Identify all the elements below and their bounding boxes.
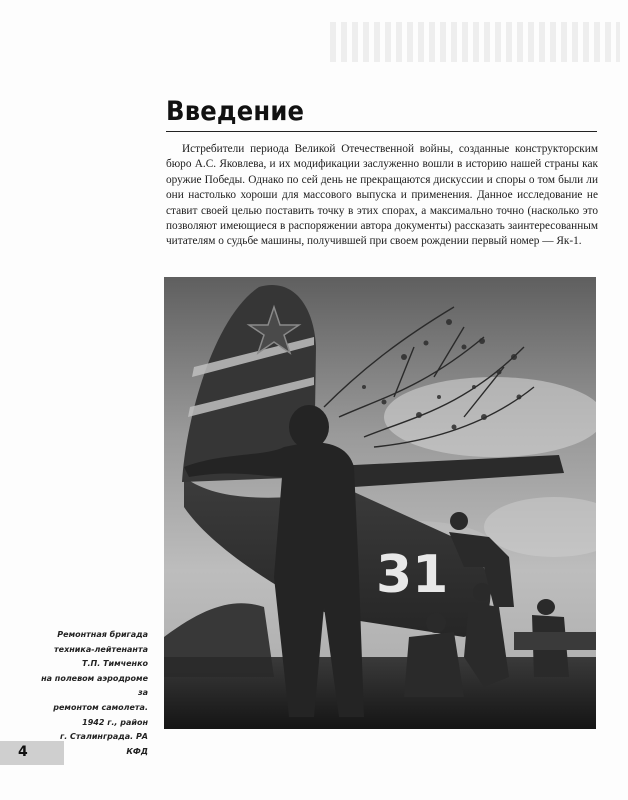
caption-line: ремонтом самолета. — [53, 702, 148, 712]
page-number-tab — [0, 741, 64, 765]
photo-caption — [40, 628, 148, 759]
fuselage-number: 31 — [376, 545, 449, 605]
caption-line: Ремонтная бригада — [57, 630, 148, 639]
caption-line: Т.П. Тимченко — [82, 659, 148, 669]
section-title: Введение — [166, 96, 305, 127]
caption-line: г. Сталинграда. РА КФД — [60, 732, 148, 756]
bleed-through-text — [330, 22, 620, 62]
caption-line: на полевом аэродроме за — [41, 673, 148, 698]
photo-yak1-repair — [164, 277, 596, 729]
work-bench — [514, 632, 596, 650]
page-number: 4 — [18, 744, 28, 760]
title-divider — [166, 131, 597, 132]
caption-line: техника-лейтенанта — [54, 644, 148, 654]
archival-photo — [164, 277, 596, 729]
caption-line: 1942 г., район — [82, 717, 148, 727]
intro-paragraph: Истребители периода Великой Отечественной войны, созданные конструкторским бюро А.С. Яковлева, и их модификации заслуженно вошли в историю нашей страны как оружие Победы. Однако по сей день не прекращаются дискуссии и споры о том были ли они настолько хороши для массового выпуска и применения. Данное исследование не ставит своей целью поставить точку в этих спорах, а максимально точно (насколько это позволяют имеющиеся в распоряжении автора документы) рассказать заинтересованным читателям о судьбе машины, получившей при своем рождении первый номер — Як-1. — [166, 143, 598, 248]
